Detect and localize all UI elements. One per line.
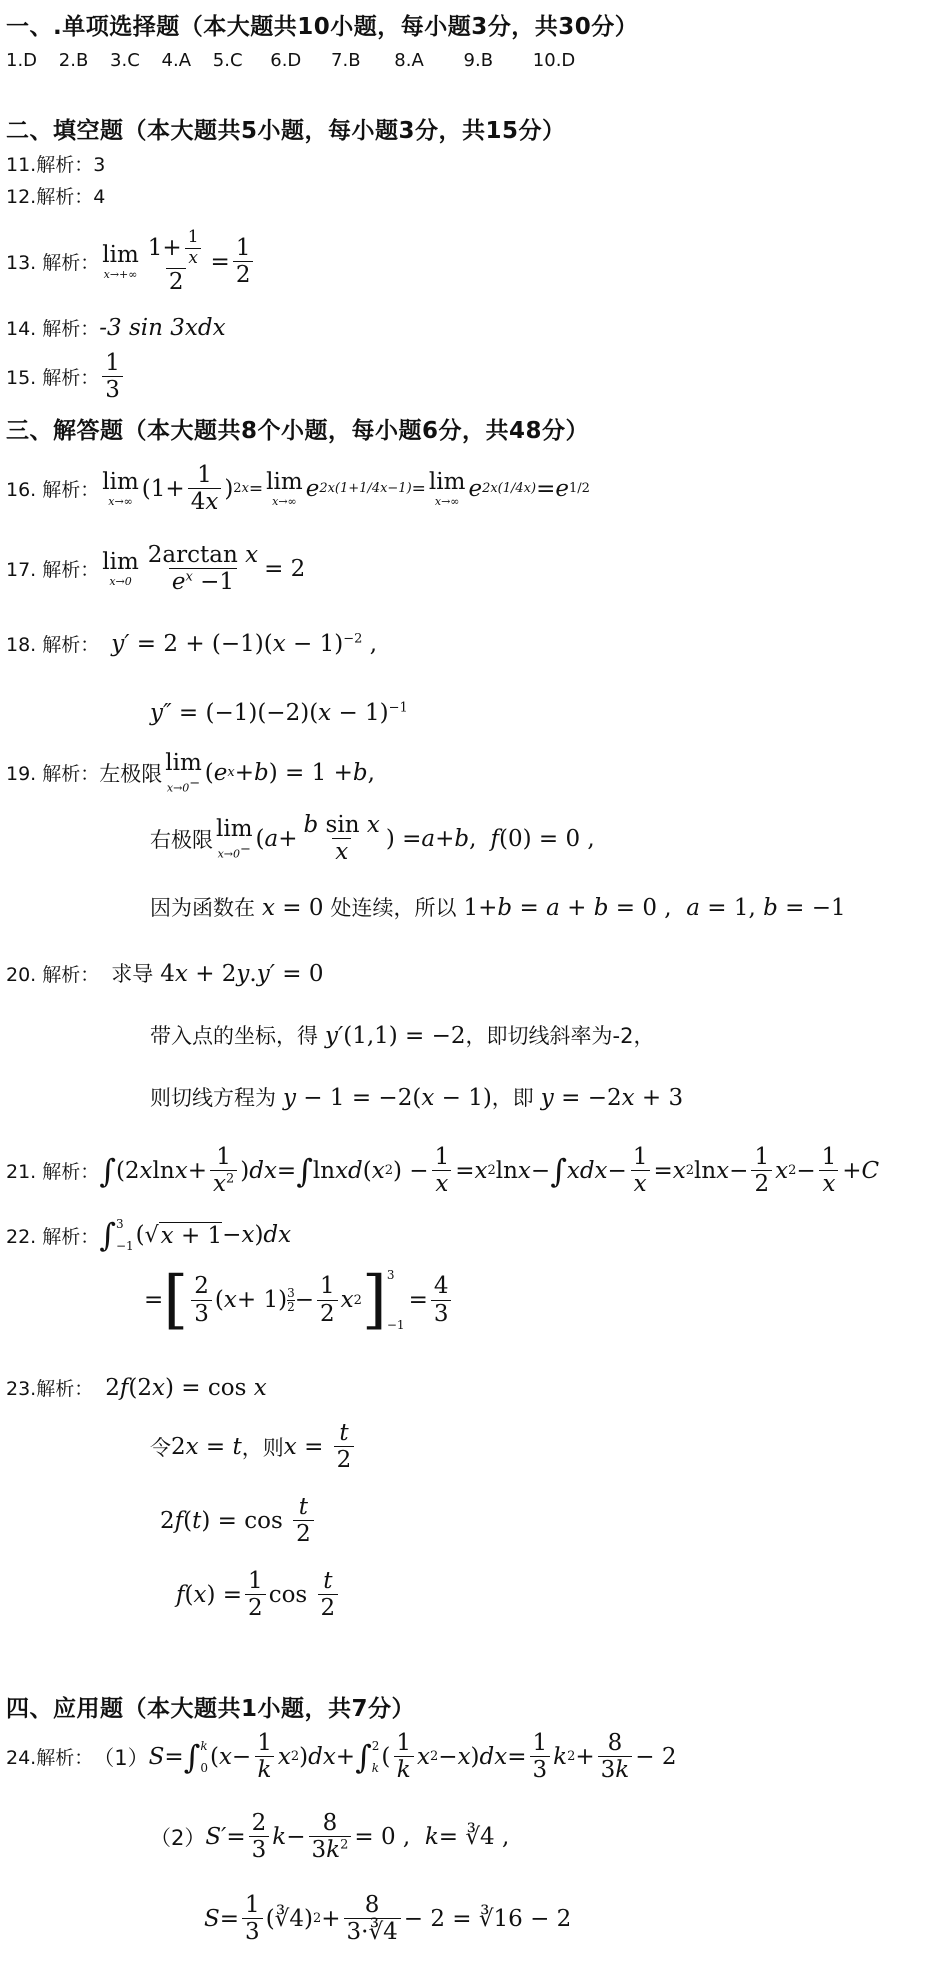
q20-text-a: 求导	[111, 962, 154, 986]
q20-text-c2: ，即	[491, 1086, 534, 1110]
q24-part2-formula: S′ = 2 3 k − 8 $3k^2$ = 0 , k = ∛4 ,	[205, 1810, 510, 1864]
q19-cont-text-b: 处连续，所以	[330, 896, 457, 920]
answer-6: 6.D	[270, 50, 302, 71]
q22-integral: ∫ 3 −1 ( √ x + 1 − x ) dx	[99, 1216, 292, 1254]
q16-label: 16. 解析：	[6, 479, 100, 502]
answer-4: 4.A	[161, 50, 192, 71]
q18-first-derivative: $y' = 2 + (-1)(x - 1)^{-2}$ ,	[111, 631, 378, 657]
answer-22	[6, 1218, 291, 1252]
q24-final: S = 1 3 (∛4) 2 + 8 3·∛4 − 2 = ∛16 − 2	[204, 1892, 572, 1946]
q13-label: 13. 解析：	[6, 252, 100, 275]
q21-label: 21. 解析：	[6, 1161, 100, 1184]
answer-8: 8.A	[394, 50, 424, 71]
q18-second-derivative: $y'' = (-1)(-2)(x - 1)^{-1}$	[150, 700, 408, 726]
answer-1: 1.D	[6, 50, 38, 71]
q23-then-text: ，则	[241, 1435, 284, 1460]
answer-23: 23.解析： 2f(2x) = cos x	[6, 1375, 267, 1401]
q14-label: 14. 解析：	[6, 318, 100, 340]
section-2-title: 二、填空题（本大题共5小题，每小题3分，共15分）	[6, 118, 566, 144]
section-1-title: 一、.单项选择题（本大题共10小题，每小题3分，共30分）	[6, 14, 639, 40]
answer-12: 12.解析：4	[6, 186, 106, 208]
answer-10: 10.D	[532, 50, 576, 71]
answer-14	[6, 314, 226, 341]
q14-expr: -3 sin 3xdx	[99, 315, 226, 341]
q23-substitution: 令 2x = t ，则 x = t 2	[150, 1420, 357, 1474]
choice-answers	[6, 50, 575, 71]
q19-left-formula: lim x→0− ( e x + b ) = 1 + b ,	[165, 750, 375, 795]
q18-label: 18. 解析：	[6, 634, 100, 656]
q19-cont-text-a: 因为函数在	[150, 896, 255, 920]
q20-slope-line: 带入点的坐标，得 y′(1,1) = −2，即切线斜率为-2，	[150, 1023, 655, 1049]
q17-formula: lim x→0 2arctan x $e^x -1$ = 2	[102, 542, 306, 596]
q22-evaluation: = [ 2 3 ( x + 1) 3 2 − 1 2 x 2 ] 3 −1 = 4 3	[144, 1268, 454, 1332]
answer-5: 5.C	[212, 50, 243, 71]
q15-label: 15. 解析：	[6, 367, 100, 390]
q24-part1-label: （1）	[93, 1745, 149, 1770]
q23-let-text: 令	[150, 1435, 171, 1460]
q19-right-limit-text: 右极限	[150, 827, 213, 852]
q17-label: 17. 解析：	[6, 559, 100, 582]
q19-left-limit-text: 左极限	[99, 761, 163, 786]
q19-label: 19. 解析：	[6, 763, 100, 786]
q20-tangent-line: 则切线方程为 y − 1 = −2(x − 1)，即 y = −2x + 3	[150, 1085, 684, 1111]
q24-part1-formula: S = ∫ k 0 ( x − 1 k x 2 ) dx + ∫ 2 k ( 1 k x 2 − x ) dx = 1 3 k 2 + 8 3k − 2	[148, 1730, 677, 1784]
q19-right-formula: lim x→0− ( a + b sin x x ) = a + b , f (0) = 0 ,	[216, 812, 595, 866]
q15-formula: 1 3	[102, 350, 123, 404]
q20-text-c1: 则切线方程为	[150, 1086, 276, 1110]
answer-18	[6, 630, 377, 657]
answer-17	[6, 542, 305, 596]
answer-7: 7.B	[331, 50, 361, 71]
q20-text-b1: 带入点的坐标，得	[150, 1024, 318, 1048]
answer-20: 20. 解析： 求导 4x + 2y.y′ = 0	[6, 961, 324, 987]
q23-result: f ( x ) = 1 2 cos t 2	[176, 1568, 341, 1622]
answer-24-part-2	[150, 1810, 509, 1864]
answer-9: 9.B	[463, 50, 494, 71]
answer-24-part-1	[6, 1730, 676, 1784]
answer-11: 11.解析：3	[6, 154, 106, 176]
q20-label: 20. 解析：	[6, 964, 100, 986]
q21-formula: ∫ (2 x ln x + 1 $x^2$ ) dx = ∫ ln xd ( x 2 ) − 1 x = x 2 ln x − ∫ xdx − 1 x = x 2 ln x − 1 2 x 2 − 1 x + C	[99, 1144, 880, 1198]
section-3-title: 三、解答题（本大题共8个小题，每小题6分，共48分）	[6, 418, 590, 444]
answer-19-continuity: 因为函数在 x = 0 处连续，所以 1+b = a + b = 0 , a = 1, b = −1	[150, 895, 846, 921]
q16-formula: lim x→∞ (1+ 1 4x ) 2x = lim x→∞ e 2x(1+1/4x−1) = lim x→∞ e 2x(1/4x) = e 1/2	[102, 462, 590, 516]
answer-3: 3.C	[110, 50, 140, 71]
answer-19-left	[6, 752, 375, 794]
answer-15	[6, 350, 126, 404]
answer-19-right	[150, 812, 595, 866]
q23-step: 2 f ( t ) = cos t 2	[160, 1494, 317, 1548]
section-4-title: 四、应用题（本大题共1小题，共7分）	[6, 1696, 416, 1722]
answer-16	[6, 462, 590, 516]
answer-2: 2.B	[58, 50, 89, 71]
q20-text-b2: ，即切线斜率为-2，	[465, 1024, 655, 1048]
q24-part2-label: （2）	[150, 1825, 206, 1850]
answer-21	[6, 1144, 879, 1198]
q22-label: 22. 解析：	[6, 1225, 100, 1248]
q13-formula: lim x→+∞ 1+ 1 x 2 = 1 2	[99, 228, 256, 296]
q23-label: 23.解析：	[6, 1378, 94, 1400]
q24-label: 24.解析：	[6, 1747, 94, 1770]
answer-13	[6, 228, 256, 296]
